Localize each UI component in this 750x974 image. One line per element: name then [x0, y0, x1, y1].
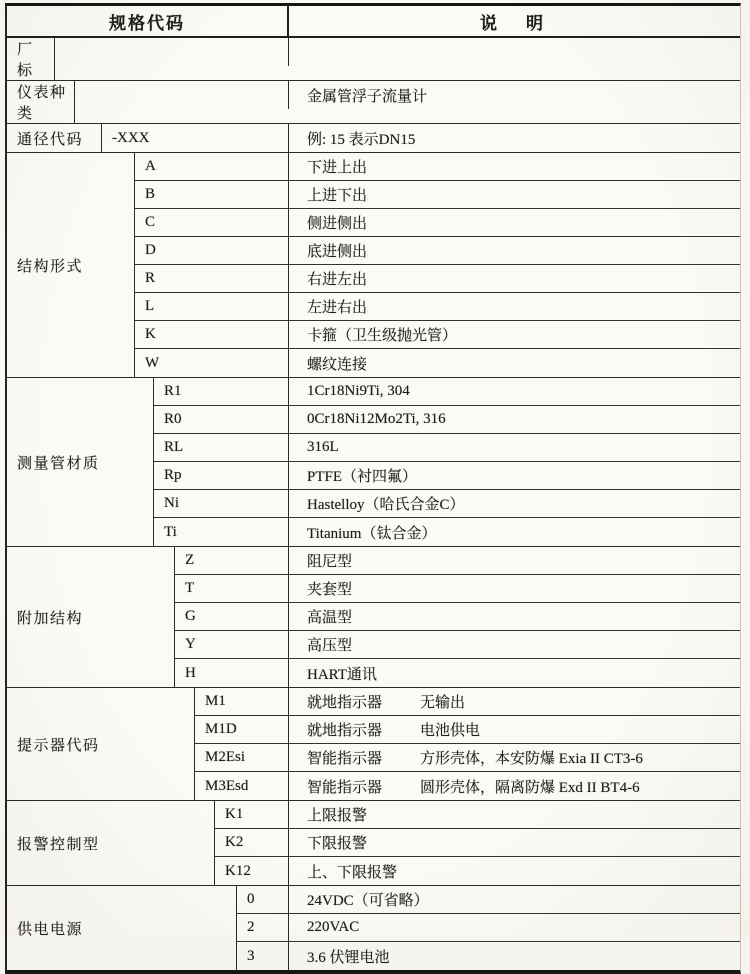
description-text: 1Cr18Ni9Ti, 304 — [307, 383, 410, 399]
description-cell — [289, 659, 740, 687]
table-header-row — [7, 6, 740, 38]
table-row — [237, 886, 740, 914]
section-diameter-code — [7, 124, 740, 153]
table-row — [154, 490, 740, 518]
code-cell: RL — [154, 434, 289, 461]
description-text: 侧进侧出 — [307, 216, 368, 232]
description-cell — [289, 575, 740, 602]
description-text: 0Cr18Ni12Mo2Ti, 316 — [307, 411, 446, 427]
description-cell — [289, 181, 740, 208]
description-header-cell: 说 明 — [480, 13, 549, 33]
section-tube-material — [7, 378, 740, 547]
description-cell — [289, 942, 740, 970]
description-text: 右进左出 — [307, 272, 368, 288]
section-rows — [135, 153, 740, 377]
description-text: 例: 15 表示DN15 — [307, 131, 416, 148]
code-cell: G — [175, 603, 289, 630]
description-cell — [289, 293, 740, 320]
code-cell: 2 — [237, 914, 289, 941]
table-row — [195, 772, 740, 800]
section-power-supply — [7, 886, 740, 970]
description-cell — [289, 406, 740, 433]
table-row — [154, 406, 740, 434]
description-text: 上、下限报警 — [307, 864, 398, 881]
code-cell — [55, 38, 289, 66]
section-label: 提示器代码 — [7, 688, 195, 800]
section-label: 结构形式 — [7, 153, 135, 377]
code-cell: R — [135, 265, 289, 292]
spec-code-table — [5, 3, 741, 974]
code-cell: Rp — [154, 462, 289, 489]
description-cell — [289, 153, 740, 180]
code-cell: K2 — [215, 829, 289, 856]
table-row — [175, 603, 740, 631]
code-cell: Z — [175, 547, 289, 574]
code-cell: 0 — [237, 886, 289, 913]
section-structure-form — [7, 153, 740, 378]
description-detail-text: 圆形壳体，隔离防爆 Exd II BT4-6 — [420, 779, 640, 796]
table-row — [237, 942, 740, 970]
description-cell — [289, 490, 740, 517]
description-cell — [289, 265, 740, 292]
description-text: 左进右出 — [307, 300, 368, 316]
description-cell — [289, 886, 740, 913]
description-text: 就地指示器 — [307, 723, 383, 739]
table-row — [215, 857, 740, 885]
description-cell — [289, 772, 740, 800]
section-label: 仪表种类 — [7, 81, 75, 123]
description-text: HART通讯 — [307, 666, 377, 683]
table-row — [135, 237, 740, 265]
spec-code-header-cell: 规格代码 — [7, 6, 289, 36]
section-additional-structure — [7, 547, 740, 688]
table-row — [154, 518, 740, 546]
code-cell: K12 — [215, 857, 289, 885]
description-cell — [289, 801, 740, 828]
description-text: 3.6 伏锂电池 — [307, 949, 390, 966]
table-row — [215, 801, 740, 829]
table-row — [75, 81, 740, 109]
table-row — [135, 153, 740, 181]
code-cell: C — [135, 209, 289, 236]
table-row — [135, 321, 740, 349]
table-row — [102, 124, 740, 152]
table-row — [195, 716, 740, 744]
code-cell — [75, 81, 289, 109]
description-cell — [289, 829, 740, 856]
description-detail-text: 电池供电 — [420, 723, 481, 739]
section-instrument-type — [7, 81, 740, 124]
code-cell: M1D — [195, 716, 289, 743]
description-cell — [289, 914, 740, 941]
description-text: 夹套型 — [307, 582, 353, 598]
table-row — [135, 209, 740, 237]
description-cell — [289, 237, 740, 264]
code-cell: R0 — [154, 406, 289, 433]
section-label: 报警控制型 — [7, 801, 215, 885]
description-text: 下进上出 — [307, 160, 368, 176]
table-row — [215, 829, 740, 857]
description-text: 智能指示器 — [307, 751, 383, 767]
section-label: 通径代码 — [7, 124, 102, 152]
description-detail-text: 方形壳体，本安防爆 Exia II CT3-6 — [420, 751, 643, 767]
code-cell: A — [135, 153, 289, 180]
code-cell: M3Esd — [195, 772, 289, 800]
description-text: 就地指示器 — [307, 695, 383, 711]
section-rows — [75, 81, 740, 123]
code-cell: M2Esi — [195, 744, 289, 771]
description-cell — [289, 716, 740, 743]
section-rows — [175, 547, 740, 687]
table-row — [175, 547, 740, 575]
description-text: 阻尼型 — [307, 554, 353, 570]
description-text: 220VAC — [307, 919, 360, 935]
description-text: 上进下出 — [307, 188, 368, 204]
code-cell: B — [135, 181, 289, 208]
description-text: 卡箍（卫生级抛光管） — [307, 328, 458, 344]
code-cell: 3 — [237, 942, 289, 970]
table-row — [175, 575, 740, 603]
section-factory-mark — [7, 38, 740, 81]
section-label: 附加结构 — [7, 547, 175, 687]
description-cell — [289, 81, 740, 109]
code-cell: W — [135, 349, 289, 377]
section-rows — [102, 124, 740, 152]
description-cell — [289, 209, 740, 236]
code-cell: K1 — [215, 801, 289, 828]
section-rows — [154, 378, 740, 546]
section-label: 测量管材质 — [7, 378, 154, 546]
section-rows — [215, 801, 740, 885]
code-cell: H — [175, 659, 289, 687]
table-row — [154, 462, 740, 490]
description-text: 316L — [307, 439, 339, 455]
description-cell — [289, 462, 740, 489]
table-row — [135, 293, 740, 321]
code-cell: R1 — [154, 378, 289, 405]
description-text: 上限报警 — [307, 808, 368, 824]
description-cell — [289, 603, 740, 630]
table-row — [154, 378, 740, 406]
code-cell: -XXX — [102, 124, 289, 152]
description-cell — [289, 688, 740, 715]
description-cell — [289, 434, 740, 461]
code-cell: Ti — [154, 518, 289, 546]
description-cell — [289, 321, 740, 348]
code-cell: Ni — [154, 490, 289, 517]
section-rows — [195, 688, 740, 800]
table-body — [7, 38, 740, 970]
table-row — [195, 688, 740, 716]
section-rows — [55, 38, 740, 80]
description-cell — [289, 631, 740, 658]
code-cell: T — [175, 575, 289, 602]
table-row — [175, 659, 740, 687]
description-text: 高压型 — [307, 638, 353, 654]
table-row — [135, 349, 740, 377]
description-cell — [289, 38, 740, 66]
table-row — [135, 265, 740, 293]
description-text: 下限报警 — [307, 836, 368, 852]
description-text: 智能指示器 — [307, 779, 383, 796]
description-text: 24VDC（可省略） — [307, 893, 429, 909]
description-cell — [289, 518, 740, 546]
table-row — [195, 744, 740, 772]
table-row — [154, 434, 740, 462]
description-text: 螺纹连接 — [307, 356, 368, 373]
table-row — [135, 181, 740, 209]
description-text: Titanium（钛合金） — [307, 525, 437, 542]
description-cell — [289, 349, 740, 377]
description-cell — [289, 744, 740, 771]
description-text: 金属管浮子流量计 — [307, 88, 428, 105]
description-cell — [289, 857, 740, 885]
table-row — [237, 914, 740, 942]
section-label: 供电电源 — [7, 886, 237, 970]
description-cell — [289, 547, 740, 574]
section-alarm-control — [7, 801, 740, 886]
section-indicator-code — [7, 688, 740, 801]
table-row — [55, 38, 740, 66]
description-text: 底进侧出 — [307, 244, 368, 260]
description-cell — [289, 378, 740, 405]
code-cell: K — [135, 321, 289, 348]
section-rows — [237, 886, 740, 970]
code-cell: Y — [175, 631, 289, 658]
code-cell: L — [135, 293, 289, 320]
description-detail-text: 无输出 — [420, 695, 466, 711]
code-cell: D — [135, 237, 289, 264]
description-text: Hastelloy（哈氏合金C） — [307, 497, 465, 513]
description-cell — [289, 124, 740, 152]
table-row — [175, 631, 740, 659]
section-label: 厂 标 — [7, 38, 55, 80]
description-text: 高温型 — [307, 610, 353, 626]
code-cell: M1 — [195, 688, 289, 715]
description-text: PTFE（衬四氟） — [307, 469, 418, 485]
